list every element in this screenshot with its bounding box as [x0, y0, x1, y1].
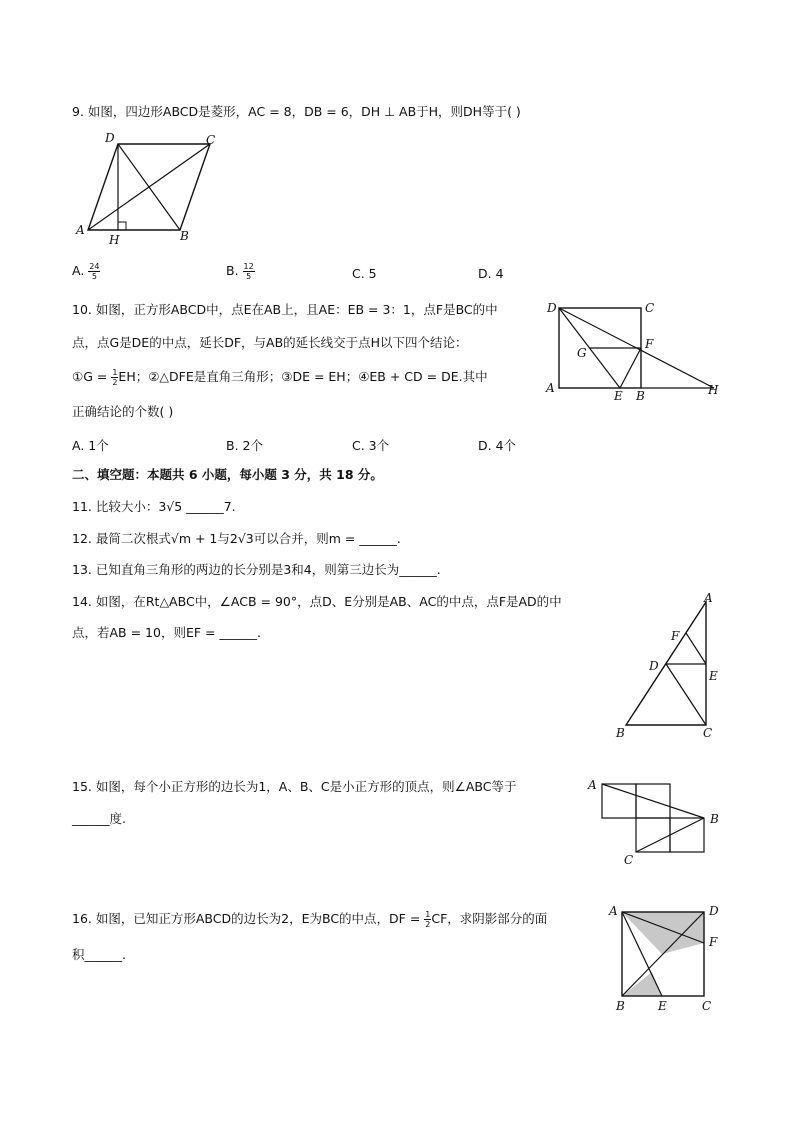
q10-frac-den: 2 — [112, 378, 118, 387]
q9-option-b-num: 12 — [243, 262, 254, 271]
q9-rhombus-figure — [74, 130, 214, 250]
q10-line1: 10. 如图，正方形ABCD中，点E在AB上，且AE：EB = 3：1，点F是BC的中 — [72, 302, 498, 317]
q15-label-b: B — [710, 812, 719, 826]
q10-label-h: H — [708, 383, 719, 397]
q10-line3-start: ①G = — [72, 369, 112, 384]
q9-option-a-den: 5 — [91, 272, 97, 281]
q16-frac-den: 2 — [425, 920, 431, 929]
q14-label-a: A — [704, 591, 713, 605]
q10-label-a: A — [546, 381, 555, 395]
q14-label-b: B — [616, 726, 625, 740]
q10-option-d[interactable]: D. 4个 — [478, 438, 517, 453]
section-2-heading: 二、填空题：本题共 6 小题，每小题 3 分，共 18 分。 — [72, 467, 383, 482]
q10-frac-num: 1 — [112, 368, 118, 377]
q14-label-c: C — [703, 726, 713, 740]
q10-label-f: F — [645, 337, 654, 351]
q16-line1-start: 16. 如图，已知正方形ABCD的边长为2，E为BC的中点，DF = — [72, 911, 425, 926]
q16-label-c: C — [702, 999, 712, 1013]
q9-label-b: B — [180, 229, 189, 243]
q9-option-a-fraction — [88, 262, 100, 281]
q14-line1: 14. 如图，在Rt△ABC中，∠ACB = 90°，点D、E分别是AB、AC的中点，点F是AD的中 — [72, 594, 562, 609]
q14-label-e: E — [709, 669, 718, 683]
q11-text: 11. 比较大小：3√5 ______7. — [72, 499, 236, 514]
q16-line1 — [72, 910, 547, 929]
q10-line4: 正确结论的个数( ) — [72, 404, 174, 419]
q9-option-b[interactable] — [226, 262, 255, 281]
q10-line3-end: EH；②△DFE是直角三角形；③DE = EH；④EB + CD = DE.其中 — [118, 369, 488, 384]
q9-option-b-fraction — [243, 262, 255, 281]
q10-label-c: C — [645, 301, 655, 315]
q16-frac-num: 1 — [425, 910, 431, 919]
q16-label-a: A — [609, 904, 618, 918]
q16-line1-end: CF，求阴影部分的面 — [431, 911, 548, 926]
q16-line2: 积______. — [72, 947, 126, 962]
q9-label-d: D — [105, 131, 115, 145]
q10-option-c[interactable]: C. 3个 — [352, 438, 390, 453]
q10-label-d: D — [547, 301, 557, 315]
q16-label-f: F — [709, 935, 718, 949]
q9-option-a-num: 24 — [89, 262, 100, 271]
q15-line2: ______度. — [72, 811, 126, 826]
q9-option-c[interactable]: C. 5 — [352, 266, 377, 281]
q16-square-figure — [606, 900, 726, 1020]
q15-label-c: C — [624, 853, 634, 867]
q12-text: 12. 最简二次根式√m + 1与2√3可以合并，则m = ______. — [72, 531, 401, 546]
q16-label-d: D — [709, 904, 719, 918]
q15-grid-figure — [586, 776, 726, 866]
q16-shaded-triangle-top — [622, 912, 704, 954]
q16-label-e: E — [658, 999, 667, 1013]
q10-square-figure — [544, 300, 734, 403]
q15-label-a: A — [588, 778, 597, 792]
q9-text: 9. 如图，四边形ABCD是菱形，AC = 8，DB = 6，DH ⊥ AB于H，则DH等于( ) — [72, 104, 521, 119]
q15-line1: 15. 如图，每个小正方形的边长为1，A、B、C是小正方形的顶点，则∠ABC等于 — [72, 779, 517, 794]
q10-line2: 点，点G是DE的中点，延长DF，与AB的延长线交于点H以下四个结论： — [72, 335, 468, 350]
q10-label-g: G — [577, 346, 587, 360]
q9-label-a: A — [76, 223, 85, 237]
q9-option-b-den: 5 — [246, 272, 252, 281]
q9-option-d[interactable]: D. 4 — [478, 266, 504, 281]
q9-label-c: C — [206, 133, 216, 147]
q14-triangle-figure — [612, 592, 722, 742]
q16-label-b: B — [616, 999, 625, 1013]
q10-label-b: B — [636, 389, 645, 403]
q13-text: 13. 已知直角三角形的两边的长分别是3和4，则第三边长为______. — [72, 562, 441, 577]
q9-label-h: H — [109, 233, 120, 247]
q10-option-b[interactable]: B. 2个 — [226, 438, 263, 453]
q14-line2: 点，若AB = 10，则EF = ______. — [72, 625, 261, 640]
q10-label-e: E — [614, 389, 623, 403]
q10-line3 — [72, 368, 488, 387]
q9-option-b-prefix: B. — [226, 263, 239, 278]
q10-option-a[interactable]: A. 1个 — [72, 438, 109, 453]
q14-label-f: F — [671, 629, 680, 643]
q9-option-a[interactable] — [72, 262, 100, 281]
q14-label-d: D — [649, 659, 659, 673]
q9-option-a-prefix: A. — [72, 263, 85, 278]
